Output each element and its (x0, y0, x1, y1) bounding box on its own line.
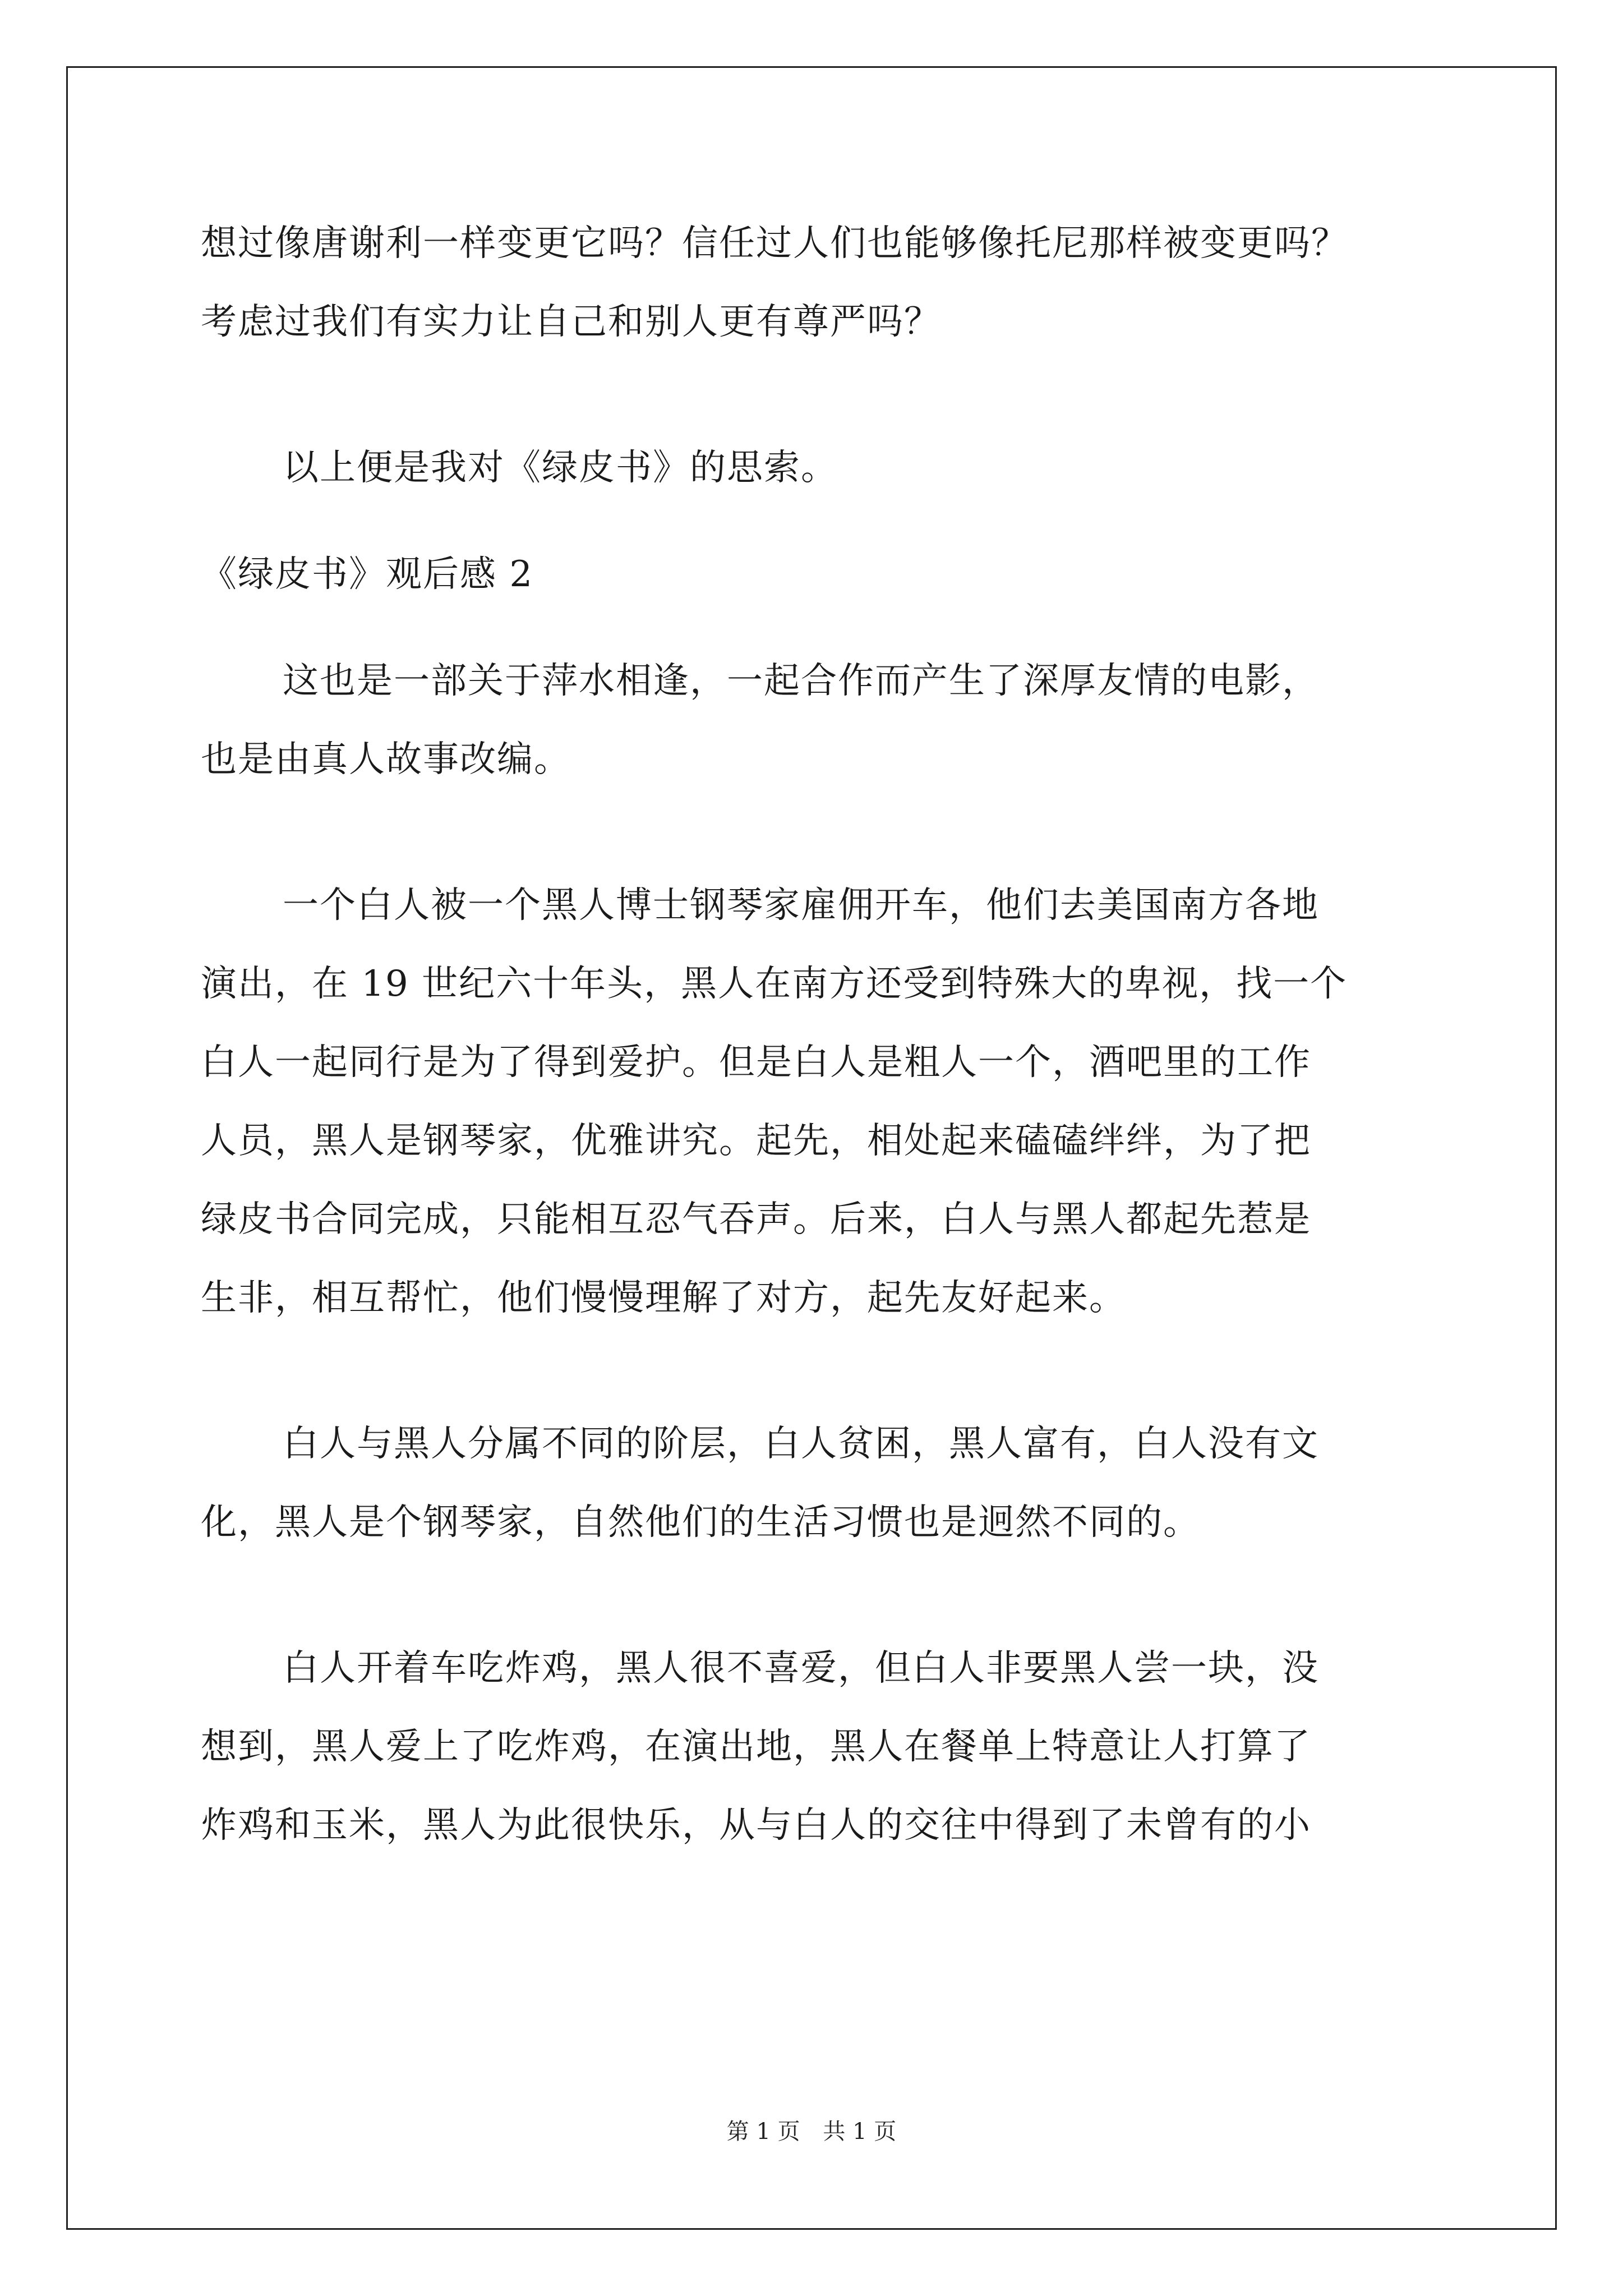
text-line: 考虑过我们有实力让自己和别人更有尊严吗？ (201, 301, 941, 343)
page-number: 第 1 页 (726, 2119, 800, 2145)
text-line: 生非，相互帮忙，他们慢慢理解了对方，起先友好起来。 (201, 1277, 1126, 1319)
text-line: 这也是一部关于萍水相逢，一起合作而产生了深厚友情的电影， (283, 660, 1319, 702)
page-footer (0, 2120, 1623, 2143)
text-line: 白人与黑人分属不同的阶层，白人贫困，黑人富有，白人没有文 (283, 1423, 1319, 1465)
text-line: 以上便是我对《绿皮书》的思索。 (283, 447, 838, 489)
text-line: 人员，黑人是钢琴家，优雅讲究。起先，相处起来磕磕绊绊，为了把 (201, 1120, 1311, 1162)
page-total: 共 1 页 (823, 2119, 897, 2145)
section-heading: 《绿皮书》观后感 2 (201, 554, 534, 595)
text-line: 白人开着车吃炸鸡，黑人很不喜爱，但白人非要黑人尝一块，没 (283, 1648, 1319, 1689)
text-line: 演出，在 19 世纪六十年头，黑人在南方还受到特殊大的卑视，找一个 (201, 963, 1348, 1005)
text-line: 绿皮书合同完成，只能相互忍气吞声。后来，白人与黑人都起先惹是 (201, 1199, 1311, 1240)
text-line: 想过像唐谢利一样变更它吗？信任过人们也能够像托尼那样被变更吗？ (201, 223, 1348, 264)
text-line: 炸鸡和玉米，黑人为此很快乐，从与白人的交往中得到了未曾有的小 (201, 1805, 1311, 1846)
text-line: 白人一起同行是为了得到爱护。但是白人是粗人一个，酒吧里的工作 (201, 1042, 1311, 1083)
text-line: 一个白人被一个黑人博士钢琴家雇佣开车，他们去美国南方各地 (283, 885, 1319, 926)
text-line: 也是由真人故事改编。 (201, 739, 571, 780)
text-line: 化，黑人是个钢琴家，自然他们的生活习惯也是迥然不同的。 (201, 1502, 1200, 1543)
text-line: 想到，黑人爱上了吃炸鸡，在演出地，黑人在餐单上特意让人打算了 (201, 1726, 1311, 1768)
